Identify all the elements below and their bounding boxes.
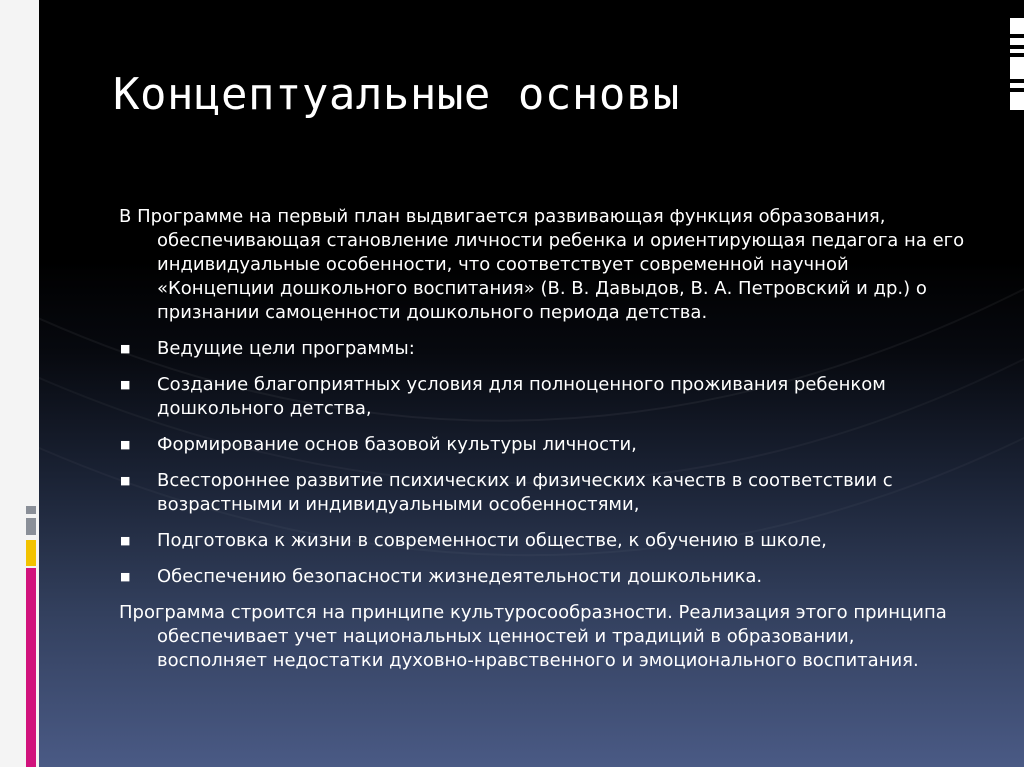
left-accent-bars [26,506,36,767]
square-bullet-icon: ■ [120,570,131,583]
right-stripes-decoration [1010,18,1024,110]
square-bullet-icon: ■ [120,438,131,451]
stripe [1010,49,1024,53]
accent-bar-pink [26,568,36,767]
bullet-text: Формирование основ базовой культуры личности, [157,434,637,455]
bullet-item [119,433,965,457]
bullet-text: Ведущие цели программы: [157,338,415,359]
stripe [1010,92,1024,110]
bullet-item [119,469,965,517]
bullet-text: Подготовка к жизни в современности обществе, к обучению в школе, [157,530,827,551]
square-bullet-icon: ■ [120,378,131,391]
stripe [1010,83,1024,88]
square-bullet-icon: ■ [120,342,131,355]
slide-body [119,205,965,685]
accent-bar-gray [26,518,36,535]
intro-paragraph: В Программе на первый план выдвигается развивающая функция образования, обеспечивающая становление личности ребенка и ориентирующая педагога на его индивидуальные особенности, что соответствует современной научной «Концепции дошкольного воспитания» (В. В. Давыдов, В. А. Петровский и др.) о признании самоценности дошкольного периода детства. [119,206,965,323]
square-bullet-icon: ■ [120,474,131,487]
bullet-text: Всестороннее развитие психических и физических качеств в соответствии с возрастными и индивидуальными особенностями, [157,470,893,515]
bullet-text: Обеспечению безопасности жизнедеятельности дошкольника. [157,566,763,587]
bullet-item [119,565,965,589]
slide-title: Концептуальные основы [113,69,680,120]
bullet-text: Создание благоприятных условия для полноценного проживания ребенком дошкольного детства, [157,374,886,419]
bullet-item [119,529,965,553]
bullet-item [119,373,965,421]
accent-bar-gray-top [26,506,36,514]
closing-paragraph: Программа строится на принципе культуросообразности. Реализация этого принципа обеспечивает учет национальных ценностей и традиций в образовании, восполняет недостатки духовно-нравственного и эмоционального воспитания. [119,602,947,671]
stripe [1010,18,1024,34]
accent-bar-yellow [26,540,36,566]
square-bullet-icon: ■ [120,534,131,547]
bullet-item [119,337,965,361]
stripe [1010,57,1024,79]
stripe [1010,38,1024,45]
